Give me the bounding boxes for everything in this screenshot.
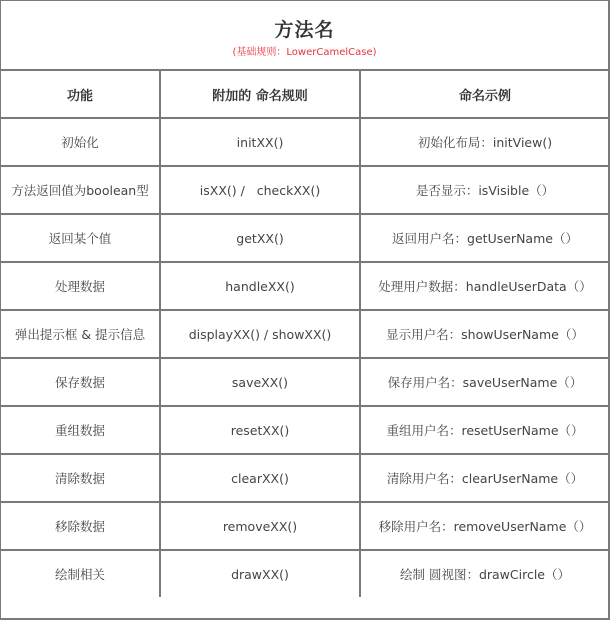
cell-example: 保存用户名：saveUserName（） xyxy=(360,358,609,406)
cell-rule: removeXX() xyxy=(160,502,360,550)
cell-example: 清除用户名：clearUserName（） xyxy=(360,454,609,502)
cell-rule: resetXX() xyxy=(160,406,360,454)
cell-function: 初始化 xyxy=(1,118,160,166)
cell-function: 处理数据 xyxy=(1,262,160,310)
cell-rule: getXX() xyxy=(160,214,360,262)
table-row xyxy=(1,118,609,166)
table-row xyxy=(1,550,609,597)
cell-example: 初始化布局：initView() xyxy=(360,118,609,166)
table-row xyxy=(1,166,609,214)
cell-rule: displayXX() / showXX() xyxy=(160,310,360,358)
cell-example: 重组用户名：resetUserName（） xyxy=(360,406,609,454)
cell-function: 保存数据 xyxy=(1,358,160,406)
page-title: 方法名 xyxy=(274,19,335,41)
table-row xyxy=(1,406,609,454)
cell-example: 返回用户名：getUserName（） xyxy=(360,214,609,262)
table-row xyxy=(1,502,609,550)
title-block xyxy=(1,1,608,69)
cell-rule: saveXX() xyxy=(160,358,360,406)
cell-function: 方法返回值为boolean型 xyxy=(1,166,160,214)
header-rule: 附加的 命名规则 xyxy=(160,70,360,118)
cell-rule: handleXX() xyxy=(160,262,360,310)
cell-function: 清除数据 xyxy=(1,454,160,502)
table-header-row xyxy=(1,70,609,118)
cell-example: 是否显示：isVisible（） xyxy=(360,166,609,214)
table-row xyxy=(1,454,609,502)
header-example: 命名示例 xyxy=(360,70,609,118)
cell-function: 绘制相关 xyxy=(1,550,160,597)
cell-example: 绘制 圆视图：drawCircle（） xyxy=(360,550,609,597)
cell-example: 显示用户名：showUserName（） xyxy=(360,310,609,358)
cell-example: 移除用户名：removeUserName（） xyxy=(360,502,609,550)
cell-example: 处理用户数据：handleUserData（） xyxy=(360,262,609,310)
cell-function: 移除数据 xyxy=(1,502,160,550)
cell-function: 返回某个值 xyxy=(1,214,160,262)
cell-function: 重组数据 xyxy=(1,406,160,454)
naming-rules-table xyxy=(1,69,609,597)
cell-rule: isXX() / checkXX() xyxy=(160,166,360,214)
table-row xyxy=(1,214,609,262)
cell-rule: drawXX() xyxy=(160,550,360,597)
table-row xyxy=(1,358,609,406)
table-row xyxy=(1,310,609,358)
cell-function: 弹出提示框 & 提示信息 xyxy=(1,310,160,358)
header-function: 功能 xyxy=(1,70,160,118)
cell-rule: initXX() xyxy=(160,118,360,166)
page-subtitle: (基础规则：LowerCamelCase) xyxy=(232,47,377,58)
table-row xyxy=(1,262,609,310)
cell-rule: clearXX() xyxy=(160,454,360,502)
